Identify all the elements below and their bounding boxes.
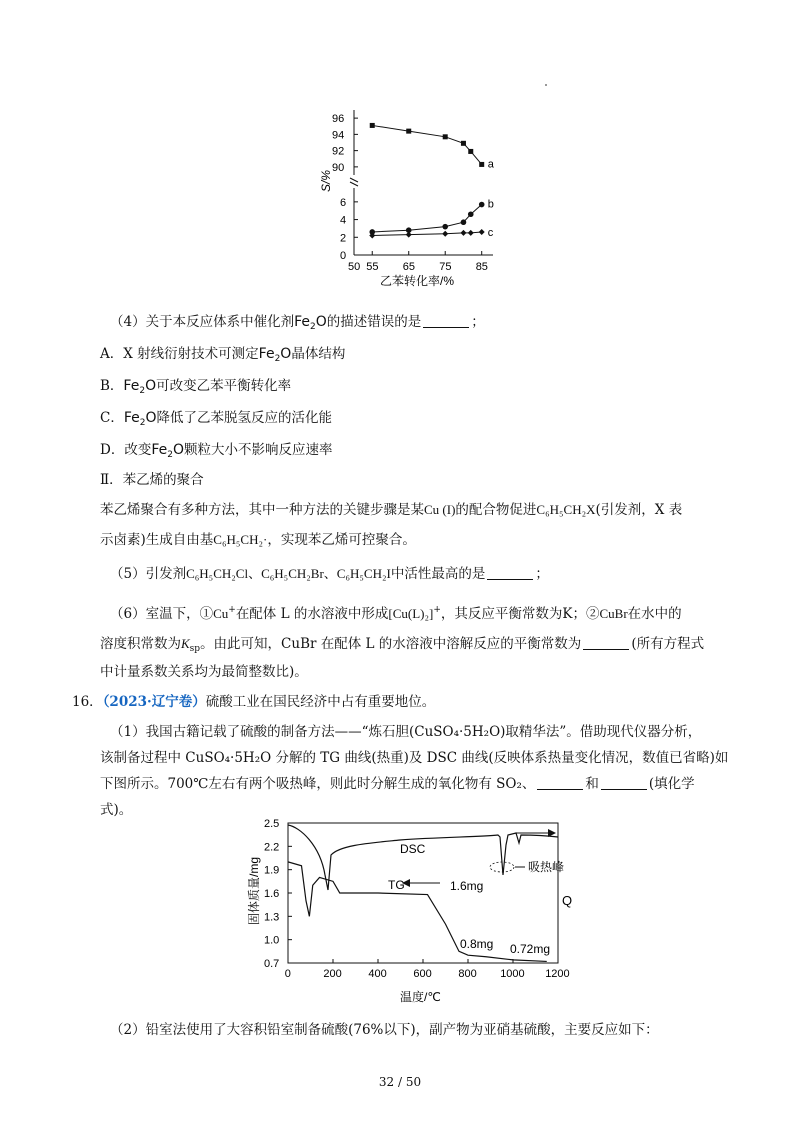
x-tick-label: 65 [402, 261, 415, 273]
y-tick-label: 1.6 [264, 888, 280, 900]
x-axis-label: 温度/℃ [400, 990, 441, 1004]
q16-p2: （2）铅室法使用了大容积铅室制备硫酸(76%以下)，副产物为亚硝基硫酸，主要反应如下： [110, 1022, 659, 1038]
q16-p1-line1: （1）我国古籍记载了硫酸的制备方法——“炼石胆(CuSO₄·5H₂O)取精华法”。借助现代仪器分析， [110, 724, 702, 740]
series-a-point [443, 134, 448, 139]
y-axis-label: 固体质量/mg [247, 856, 261, 925]
series-a-label: a [487, 158, 494, 171]
series-a-point [479, 162, 484, 167]
y-tick-label: 90 [332, 161, 345, 174]
series-b-line [372, 205, 481, 232]
y-axis-label: S/% [319, 169, 333, 192]
q4-stem: （4）关于本反应体系中催化剂$Fe_2O$的描述错误的是 ； [110, 314, 485, 332]
series-a-point [406, 129, 411, 134]
y-tick-label: 94 [332, 129, 345, 142]
paragraph-line: 示卤素)生成自由基C₆H₅CH₂·，实现苯乙烯可控聚合。 [100, 532, 416, 548]
annotation-1-6mg: 1.6mg [450, 879, 484, 893]
option-b: B．$Fe_2O$可改变乙苯平衡转化率 [100, 378, 292, 396]
y-tick-label: 92 [332, 145, 345, 158]
x-tick-label: 600 [413, 968, 432, 980]
y-tick-label: 4 [340, 214, 347, 227]
series-a-point [461, 141, 466, 146]
q16-p1-line2: 该制备过程中 CuSO₄·5H₂O 分解的 TG 曲线(热重)及 DSC 曲线(反映体系热量变化情况，数值已省略)如 [100, 750, 729, 766]
q6-line-3: 中计量系数关系均为最简整数比)。 [100, 664, 308, 680]
x-axis-label: 乙苯转化率/% [380, 274, 455, 288]
paragraph-line: 苯乙烯聚合有多种方法，其中一种方法的关键步骤是某Cu (I)的配合物促进C₆H₅CH₂X(引发剂，X 表 [100, 502, 683, 518]
series-c-point [442, 231, 448, 237]
annotation-endotherm: 吸热峰 [528, 860, 565, 874]
q5-stem: （5）引发剂C₆H₅CH₂Cl、C₆H₅CH₂Br、C₆H₅CH₂I中活性最高的是 ； [110, 566, 549, 582]
q6-line-2: 溶度积常数为$K_{sp}$。由此可知，CuBr 在配体 L 的水溶液中溶解反应的平衡常数为 (所有方程式 [100, 636, 705, 654]
answer-blank-q6[interactable] [583, 635, 629, 650]
y-tick-label: 0 [340, 250, 347, 262]
series-b-point [468, 211, 474, 217]
series-c-point [460, 230, 466, 236]
x-tick-label: 1000 [500, 968, 525, 980]
catalyst-formula: $Fe_2O$ [294, 314, 327, 332]
option-d: D．改变$Fe_2O$颗粒大小不影响反应速率 [100, 442, 333, 460]
answer-blank-q16-1[interactable] [537, 775, 583, 790]
y-tick-label: 2 [340, 232, 347, 245]
annotation-0-8mg: 0.8mg [460, 937, 494, 951]
option-c: C．$Fe_2O$降低了乙苯脱氢反应的活化能 [100, 410, 333, 428]
q16-p1-line4: 式)。 [100, 802, 133, 818]
answer-blank-q5[interactable] [487, 565, 533, 580]
selectivity-chart [318, 100, 518, 300]
series-b-label: b [487, 198, 494, 211]
tg-curve [288, 862, 547, 962]
x-tick-label: 75 [439, 261, 452, 273]
annotation-dsc: DSC [400, 842, 426, 856]
y-tick-label: 1.3 [264, 911, 280, 924]
x-tick-label: 800 [458, 968, 477, 980]
y-tick-label: 0.7 [264, 958, 280, 970]
y-tick-label: 96 [332, 113, 345, 126]
series-a-point [468, 149, 473, 154]
y2-axis-label: Q [562, 893, 573, 908]
x-tick-label: 85 [475, 261, 488, 273]
x-tick-label: 200 [323, 968, 342, 980]
series-c-point [468, 230, 474, 236]
annotation-tg: TG [388, 878, 405, 892]
source-tag: （2023·辽宁卷） [102, 694, 206, 710]
x-tick-label: 1200 [545, 968, 570, 980]
stray-dot [545, 84, 547, 86]
series-c-point [406, 232, 412, 238]
answer-blank-q4[interactable] [423, 313, 469, 328]
q16-p1-line3: 下图所示。700℃左右有两个吸热峰，则此时分解生成的氧化物有 SO₂、 和 (填化学 [100, 776, 695, 792]
series-c-label: c [487, 226, 494, 239]
option-a: A．X 射线衍射技术可测定$Fe_2O$晶体结构 [100, 346, 346, 364]
series-a-point [370, 123, 375, 128]
x-tick-label: 50 [348, 261, 361, 273]
y-tick-label: 2.2 [264, 841, 280, 854]
y-tick-label: 6 [340, 196, 347, 209]
series-b-point [461, 219, 467, 225]
answer-blank-q16-2[interactable] [601, 775, 647, 790]
x-tick-label: 400 [368, 968, 387, 980]
y-tick-label: 1.9 [264, 864, 280, 877]
annotation-0-72mg: 0.72mg [510, 942, 551, 956]
q6-stem: （6）室温下，①Cu+在配体 L 的水溶液中形成[Cu(L)₂]+，其反应平衡常数为K；②CuBr在水中的 [110, 605, 682, 622]
page-number: 32 / 50 [378, 1075, 422, 1089]
x-tick-label: 0 [284, 968, 291, 980]
series-c-point [479, 229, 485, 235]
section-heading: Ⅱ．苯乙烯的聚合 [100, 472, 204, 488]
q16-heading: 16．（2023·辽宁卷）硫酸工业在国民经济中占有重要地位。 [72, 694, 436, 710]
x-tick-label: 55 [366, 261, 379, 273]
series-b-point [479, 202, 485, 208]
axis-break [350, 178, 358, 186]
tg-dsc-chart [240, 815, 590, 1010]
y-tick-label: 2.5 [264, 818, 280, 830]
y-tick-label: 1.0 [264, 934, 280, 947]
series-b-point [442, 224, 448, 230]
